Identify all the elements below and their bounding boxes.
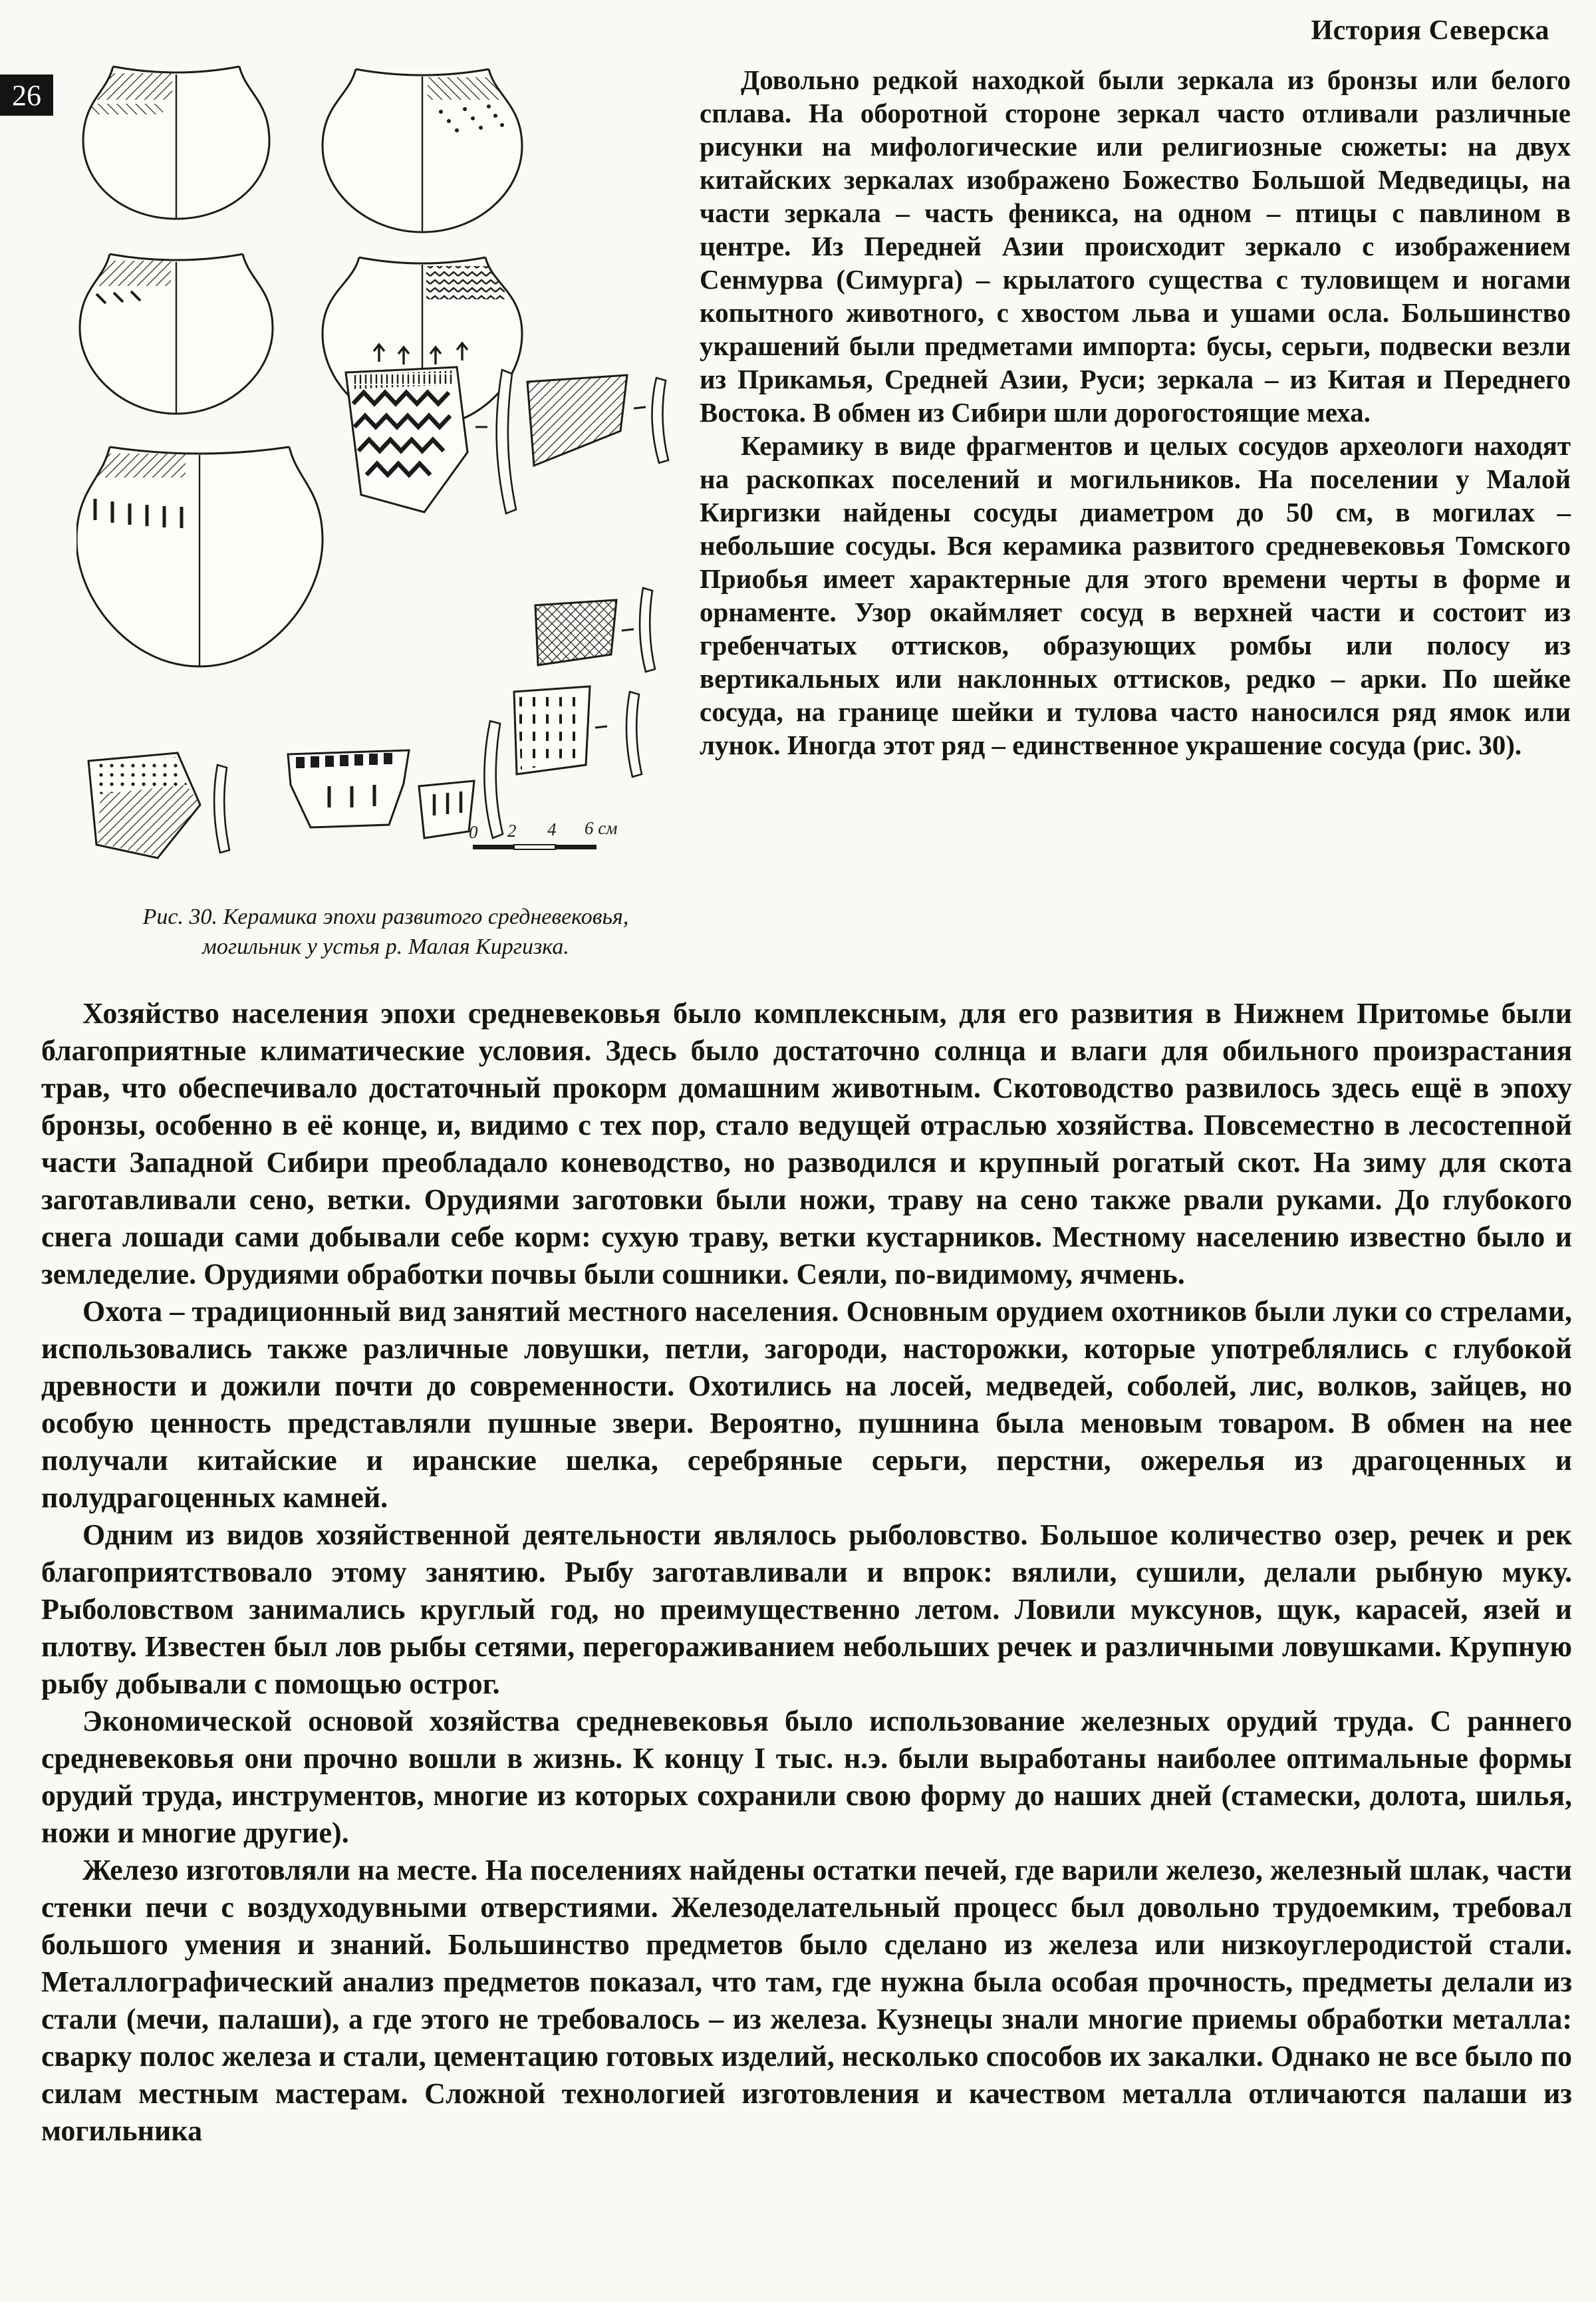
pot-vessel-3 bbox=[80, 254, 273, 414]
sherd-crosshatch bbox=[535, 600, 634, 665]
figure-caption-line1: Рис. 30. Керамика эпохи развитого средневековья, bbox=[142, 905, 629, 929]
figure-caption bbox=[70, 902, 702, 962]
sherd-toothed bbox=[288, 750, 409, 827]
page-number-badge: 26 bbox=[0, 74, 53, 116]
pot-vessel-2 bbox=[323, 69, 522, 232]
paragraph-fishing: Одним из видов хозяйственной деятельности являлось рыболовство. Большое количество озер, речек и рек благоприятствовало этому занятию. Рыбу заготавливали и впрок: вялили, сушили, делали рыбную муку. Рыболовством занимались круглый год, но преимущественно летом. Ловили муксунов, щук, карасей, язей и плотву. Известен был лов рыбы сетями, перегораживанием небольших речек и различными ловушками. Крупную рыбу добывали с помощью острог. bbox=[41, 1518, 1572, 1700]
running-head: История Северска bbox=[1311, 15, 1549, 46]
scale-tick-2: 2 bbox=[507, 821, 517, 841]
profile-strip-3 bbox=[640, 588, 655, 672]
pot-vessel-5 bbox=[76, 447, 323, 666]
figure-caption-line2: могильник у устья р. Малая Киргизка. bbox=[202, 935, 569, 959]
paragraph-iron-making: Железо изготовляли на месте. На поселениях найдены остатки печей, где варили железо, железный шлак, части стенки печи с воздуходувными отверстиями. Железоделательный процесс был довольно трудоемким, требовал большого умения и знаний. Большинство предметов было сделано из железа или низкоуглеродистой стали. Металлографический анализ предметов показал, что там, где нужна была особая прочность, предметы делали из стали (мечи, палаши), а где этого не требовалось – из железа. Кузнецы знали многие приемы обработки металла: сварку полос железа и стали, цементацию готовых изделий, несколько способов их закалки. Однако не все было по силам местным мастерам. Сложной технологией изготовления и качеством металла отличаются палаши из могильника bbox=[41, 1854, 1572, 2147]
profile-strip-1 bbox=[497, 370, 516, 513]
paragraph-ceramics: Керамику в виде фрагментов и целых сосудов археологи находят на раскопках поселений и могильников. На поселении у Малой Киргизки найдены сосуды диаметром до 50 см, в могилах – небольшие сосуды. Вся керамика развитого средневековья Томского Приобья имеет характерные для этого времени черты в форме и орнаменте. Узор окаймляет сосуд в верхней части и состоит из гребенчатых оттисков, образующих ромбы или полосу из вертикальных или наклонных оттисков, редко – арки. По шейке сосуда, на границе шейки и тулова часто наносился ряд ямок или лунок. Иногда этот ряд – единственное украшение сосуда (рис. 30). bbox=[700, 430, 1571, 760]
right-text-column bbox=[700, 63, 1571, 762]
sherd-dashed bbox=[514, 686, 607, 774]
sherd-small bbox=[419, 781, 474, 838]
profile-strip-5 bbox=[214, 765, 229, 853]
sherd-hatched bbox=[527, 375, 646, 466]
profile-strip-2 bbox=[652, 378, 668, 463]
paragraph-mirrors: Довольно редкой находкой были зеркала из бронзы или белого сплава. На оборотной стороне зеркал часто отливали различные рисунки на мифологические или религиозные сюжеты: на двух китайских зеркалах изображено Божество Большой Медведицы, на части зеркала – часть феникса, на одном – птицы с павлином в центре. Из Передней Азии происходит зеркало с изображением Сенмурва (Симурга) – крылатого существа с туловищем и ногами копытного животного, с хвостом льва и ушами осла. Большинство украшений были предметами импорта: бусы, серьги, подвески везли из Прикамья, Средней Азии, Руси; зеркала – из Китая и Переднего Востока. В обмен из Сибири шли дорогостоящие меха. bbox=[700, 65, 1571, 428]
paragraph-economy: Хозяйство населения эпохи средневековья было комплексным, для его развития в Нижнем Притомье были благоприятные климатические условия. Здесь было достаточно солнца и влаги для обильного произрастания трав, что обеспечивало достаточный прокорм домашним животным. Скотоводство развилось здесь ещё в эпоху бронзы, особенно в её конце, и, видимо с тех пор, стало ведущей отраслью хозяйства. Повсеместно в лесостепной части Западной Сибири преобладало коневодство, но разводился и крупный рогатый скот. На зиму для скота заготавливали сено, ветки. Орудиями заготовки были ножи, траву на сено также рвали руками. До глубокого снега лошади сами добывали себе корм: сухую траву, ветки кустарников. Местному населению известно было и земледелие. Орудиями обработки почвы были сошники. Сеяли, по-видимому, ячмень. bbox=[41, 997, 1572, 1290]
scale-tick-6: 6 см bbox=[585, 818, 618, 838]
main-text-block bbox=[41, 995, 1572, 2150]
pot-vessel-1 bbox=[83, 67, 269, 219]
paragraph-hunting: Охота – традиционный вид занятий местного населения. Основным орудием охотников были луки со стрелами, использовались также различные ловушки, петли, загороди, насторожки, которые употреблялись с глубокой древности и дожили почти до современности. Охотились на лосей, медведей, соболей, лис, волков, зайцев, но особую ценность представляли пушные звери. Вероятно, пушнина была меновым товаром. В обмен на нее получали китайские и иранские шелка, серебряные серьги, перстни, ожерелья из драгоценных и полудрагоценных камней. bbox=[41, 1295, 1572, 1514]
paragraph-iron-tools: Экономической основой хозяйства средневековья было использование железных орудий труда. С раннего средневековья они прочно вошли в жизнь. К концу I тыс. н.э. были выработаны наиболее оптимальные формы орудий труда, инструментов, многие из которых сохранили свою форму до наших дней (стамески, долота, шилья, ножи и многие другие). bbox=[41, 1705, 1572, 1849]
sherd-dotted bbox=[88, 753, 200, 858]
profile-strip-6 bbox=[484, 721, 503, 838]
pottery-figure bbox=[76, 55, 695, 893]
pottery-figure-svg bbox=[76, 55, 695, 893]
scale-tick-0: 0 bbox=[469, 822, 478, 842]
scale-tick-4: 4 bbox=[547, 819, 557, 839]
profile-strip-4 bbox=[626, 692, 642, 777]
